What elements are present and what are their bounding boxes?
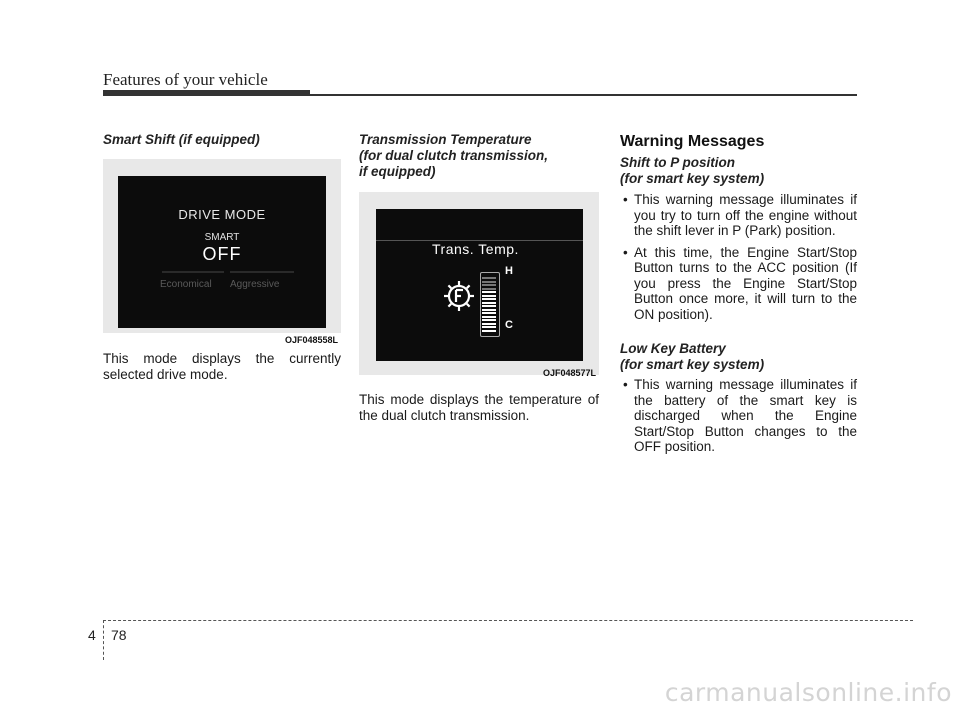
watermark: carmanualsonline.info xyxy=(664,678,952,707)
gauge-segment xyxy=(482,295,496,297)
gauge-segment xyxy=(482,316,496,318)
warning-messages-heading: Warning Messages xyxy=(620,133,765,150)
gauge-segment xyxy=(482,312,496,314)
list-item: • This warning message illuminates if the battery of the smart key is discharged when the Engine Start/Stop Button changes to the OFF position. xyxy=(620,377,857,455)
trans-temp-body: This mode displays the temperature of the dual clutch transmission. xyxy=(359,392,599,423)
gauge-segment xyxy=(482,326,496,328)
trans-temp-subtitle-line3: if equipped) xyxy=(359,164,436,179)
aggressive-bar xyxy=(230,271,294,273)
trans-temp-subtitle xyxy=(359,132,599,180)
page-header-title: Features of your vehicle xyxy=(103,70,268,89)
gauge-segment xyxy=(482,323,496,325)
header-rule-thin xyxy=(310,94,857,96)
low-key-battery-title xyxy=(620,341,860,373)
drive-mode-screen xyxy=(118,176,326,328)
gauge-segment xyxy=(482,281,496,283)
page-number: 78 xyxy=(111,627,127,643)
low-key-battery-title-line2: (for smart key system) xyxy=(620,357,765,372)
trans-temp-subtitle-line2: (for dual clutch transmission, xyxy=(359,148,549,163)
figure-code: OJF048558L xyxy=(284,335,338,345)
hot-label: H xyxy=(505,265,513,277)
footer-rule xyxy=(103,620,913,621)
figure-code: OJF048577L xyxy=(542,368,596,378)
trans-temp-title: Trans. Temp. xyxy=(432,241,519,257)
smart-label: SMART xyxy=(204,232,240,243)
gauge-segment xyxy=(482,302,496,304)
gauge-segment xyxy=(482,288,496,290)
chapter-number: 4 xyxy=(88,627,96,643)
footer-divider xyxy=(103,620,104,660)
drive-mode-figure xyxy=(103,159,341,345)
gauge-segment xyxy=(482,309,496,311)
shift-to-p-list xyxy=(620,192,857,328)
gauge-segment xyxy=(482,298,496,300)
cold-label: C xyxy=(505,319,513,331)
list-item: • This warning message illuminates if you try to turn off the engine without the shift lever in P (Park) position. xyxy=(620,192,857,239)
drive-mode-title: DRIVE MODE xyxy=(178,207,266,222)
trans-temp-subtitle-line1: Transmission Temperature xyxy=(359,132,532,147)
shift-to-p-title-line1: Shift to P position xyxy=(620,155,735,170)
shift-to-p-title xyxy=(620,155,860,187)
economical-bar xyxy=(162,271,224,273)
smart-shift-body: This mode displays the currently selected drive mode. xyxy=(103,351,341,382)
low-key-battery-title-line1: Low Key Battery xyxy=(620,341,726,356)
gauge-segment xyxy=(482,284,496,286)
header-rule-thick xyxy=(103,90,310,96)
gauge-segment xyxy=(482,291,496,293)
low-key-battery-list xyxy=(620,377,857,461)
temperature-gauge-fill xyxy=(482,275,496,333)
trans-temp-figure xyxy=(359,192,599,378)
smart-shift-subtitle: Smart Shift (if equipped) xyxy=(103,132,260,147)
gauge-segment xyxy=(482,319,496,321)
list-item: • At this time, the Engine Start/Stop Button turns to the ACC position (If you press the Engine Start/Stop Button once more, it will turn to the ON position). xyxy=(620,245,857,323)
gauge-segment xyxy=(482,330,496,332)
transmission-gear-icon xyxy=(442,279,476,313)
smart-value: OFF xyxy=(202,244,242,264)
gauge-segment xyxy=(482,277,496,279)
aggressive-label: Aggressive xyxy=(230,279,280,290)
trans-temp-screen xyxy=(376,209,583,361)
shift-to-p-title-line2: (for smart key system) xyxy=(620,171,765,186)
gauge-segment xyxy=(482,305,496,307)
economical-label: Economical xyxy=(160,279,212,290)
